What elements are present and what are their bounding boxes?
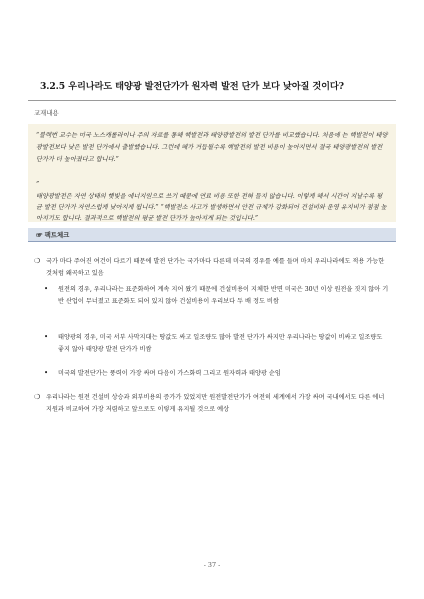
list-marker: ❍ xyxy=(34,257,41,265)
list-item: 국가 마다 주어진 여건이 다르기 때문에 발전 단가는 국가마다 다른데 미국의 경우를 예를 들며 마치 우리나라에도 적용 가능한 것처럼 왜곡하고 있음 xyxy=(46,258,385,277)
page-title: 3.2.5 우리나라도 태양광 발전단가가 원자력 발전 단가 보다 낮아질 것이다? xyxy=(40,81,344,92)
list-item: 태양광의 경우, 미국 서부 사막지대는 땅값도 싸고 일조량도 많아 발전 단가가 싸지만 우리나라는 땅값이 비싸고 일조량도 좋지 않아 태양광 발전 단가가 비쌈 xyxy=(58,334,383,353)
list-item: 원전의 경우, 우리나라는 표준화하여 계속 지어 왔기 때문에 건설비용이 지체한 반면 미국은 30년 이상 원전을 짓지 않아 기반 산업이 무너졌고 표준화도 되어 있지 않아 건설비용이 우리보다 두 배 정도 비쌈 xyxy=(58,286,389,305)
list-marker: ❍ xyxy=(34,393,41,401)
quote-paragraph-2: ” xyxy=(36,181,40,188)
factcheck-underline xyxy=(28,241,396,242)
factcheck-header xyxy=(28,228,396,242)
section-label: 교재내용 xyxy=(34,109,59,117)
list-marker: • xyxy=(44,369,49,377)
title-divider xyxy=(28,100,396,101)
list-item: 미국의 발전단가는 풍력이 가장 싸며 다음이 가스화력 그리고 원자력과 태양광 순임 xyxy=(58,370,281,377)
list-marker: • xyxy=(44,285,49,293)
quoted-textbook-box xyxy=(28,124,396,222)
factcheck-label: ☞ 팩트체크 xyxy=(36,231,70,239)
quote-paragraph-1: “블랙번 교수는 미국 노스캐롤라이나 주의 자료를 통해 핵발전과 태양광발전의 발전 단가를 비교했습니다. 처음에 는 핵발전이 태양광발전보다 낮은 발전 단가에서 출발했습니다. 그런데 해가 거듭될수록 핵발전의 발전 비용이 높아지면서 결국 태양광발전의 발전 단가가 더 높아졌다고 합니다.” xyxy=(36,132,388,163)
page-number: - 37 - xyxy=(203,561,221,569)
list-marker: • xyxy=(44,333,49,341)
list-item: 우리나라는 원전 건설비 상승과 외부비용의 증가가 있었지만 원전발전단가가 여전히 세계에서 가장 싸며 국내에서도 다른 에너지원과 비교하여 가장 저렴하고 앞으로도 이렇게 유지될 것으로 예상 xyxy=(46,394,385,413)
quote-paragraph-3: 태양광발전은 자연 상태의 햇빛을 에너지원으로 쓰기 때문에 연료 비용 또한 전혀 들지 않습니다. 이렇게 해서 시간이 지날수록 평균 발전 단가가 자연스럽게 낮아지게 됩니다.” “핵발전소 사고가 발생하면서 안전 규제가 강화되어 건설비와 운영 유지비가 점점 높아지기도 합니다. 결과적으로 핵발전의 평균 발전 단가가 높아지게 되는 것입니다.” xyxy=(36,193,387,222)
